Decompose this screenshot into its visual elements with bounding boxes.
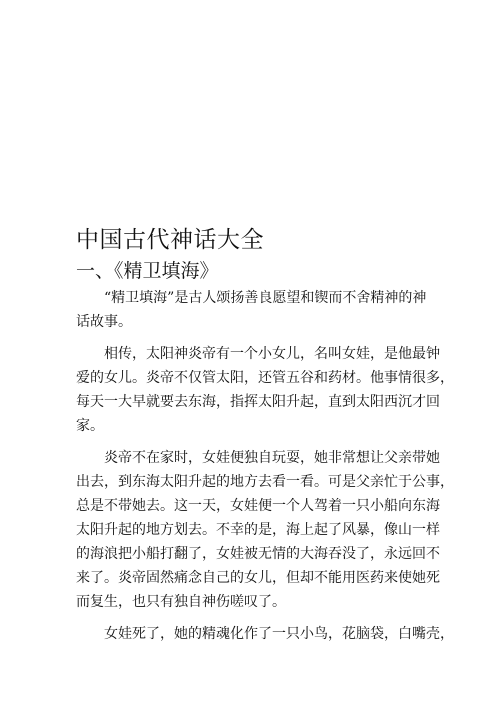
text-line: 爱的女儿。炎帝不仅管太阳，还管五谷和药材。他事情很多， bbox=[76, 370, 454, 386]
text-line: 出去，到东海太阳升起的地方去看一看。可是父亲忙于公事， bbox=[76, 474, 454, 490]
text-line: 炎帝不在家时，女娃便独自玩耍，她非常想让父亲带她 bbox=[104, 450, 440, 466]
paragraph-3 bbox=[76, 446, 454, 614]
text-line: 而复生，也只有独自神伤嗟叹了。 bbox=[76, 594, 286, 610]
text-line: 的海浪把小船打翻了，女娃被无情的大海吞没了，永远回不 bbox=[76, 546, 440, 562]
document-body bbox=[76, 286, 454, 654]
text-line: 话故事。 bbox=[76, 314, 132, 330]
text-line: 来了。炎帝固然痛念自己的女儿，但却不能用医药来使她死 bbox=[76, 570, 440, 586]
text-line: 家。 bbox=[76, 418, 104, 434]
text-line: 女娃死了，她的精魂化作了一只小鸟，花脑袋，白嘴壳， bbox=[104, 626, 454, 642]
text-line: 太阳升起的地方划去。不幸的是，海上起了风暴，像山一样 bbox=[76, 522, 440, 538]
text-line: 总是不带她去。这一天，女娃便一个人驾着一只小船向东海 bbox=[76, 498, 440, 514]
paragraph-4 bbox=[76, 622, 454, 646]
text-line: 每天一大早就要去东海，指挥太阳升起，直到太阳西沉才回 bbox=[76, 394, 440, 410]
text-line: “精卫填海”是古人颂扬善良愿望和锲而不舍精神的神 bbox=[104, 290, 427, 306]
text-line: 相传，太阳神炎帝有一个小女儿，名叫女娃，是他最钟 bbox=[104, 346, 440, 362]
section-heading: 一、《精卫填海》 bbox=[76, 260, 219, 282]
paragraph-1 bbox=[76, 286, 432, 334]
document-title: 中国古代神话大全 bbox=[76, 227, 264, 253]
paragraph-2 bbox=[76, 342, 454, 438]
